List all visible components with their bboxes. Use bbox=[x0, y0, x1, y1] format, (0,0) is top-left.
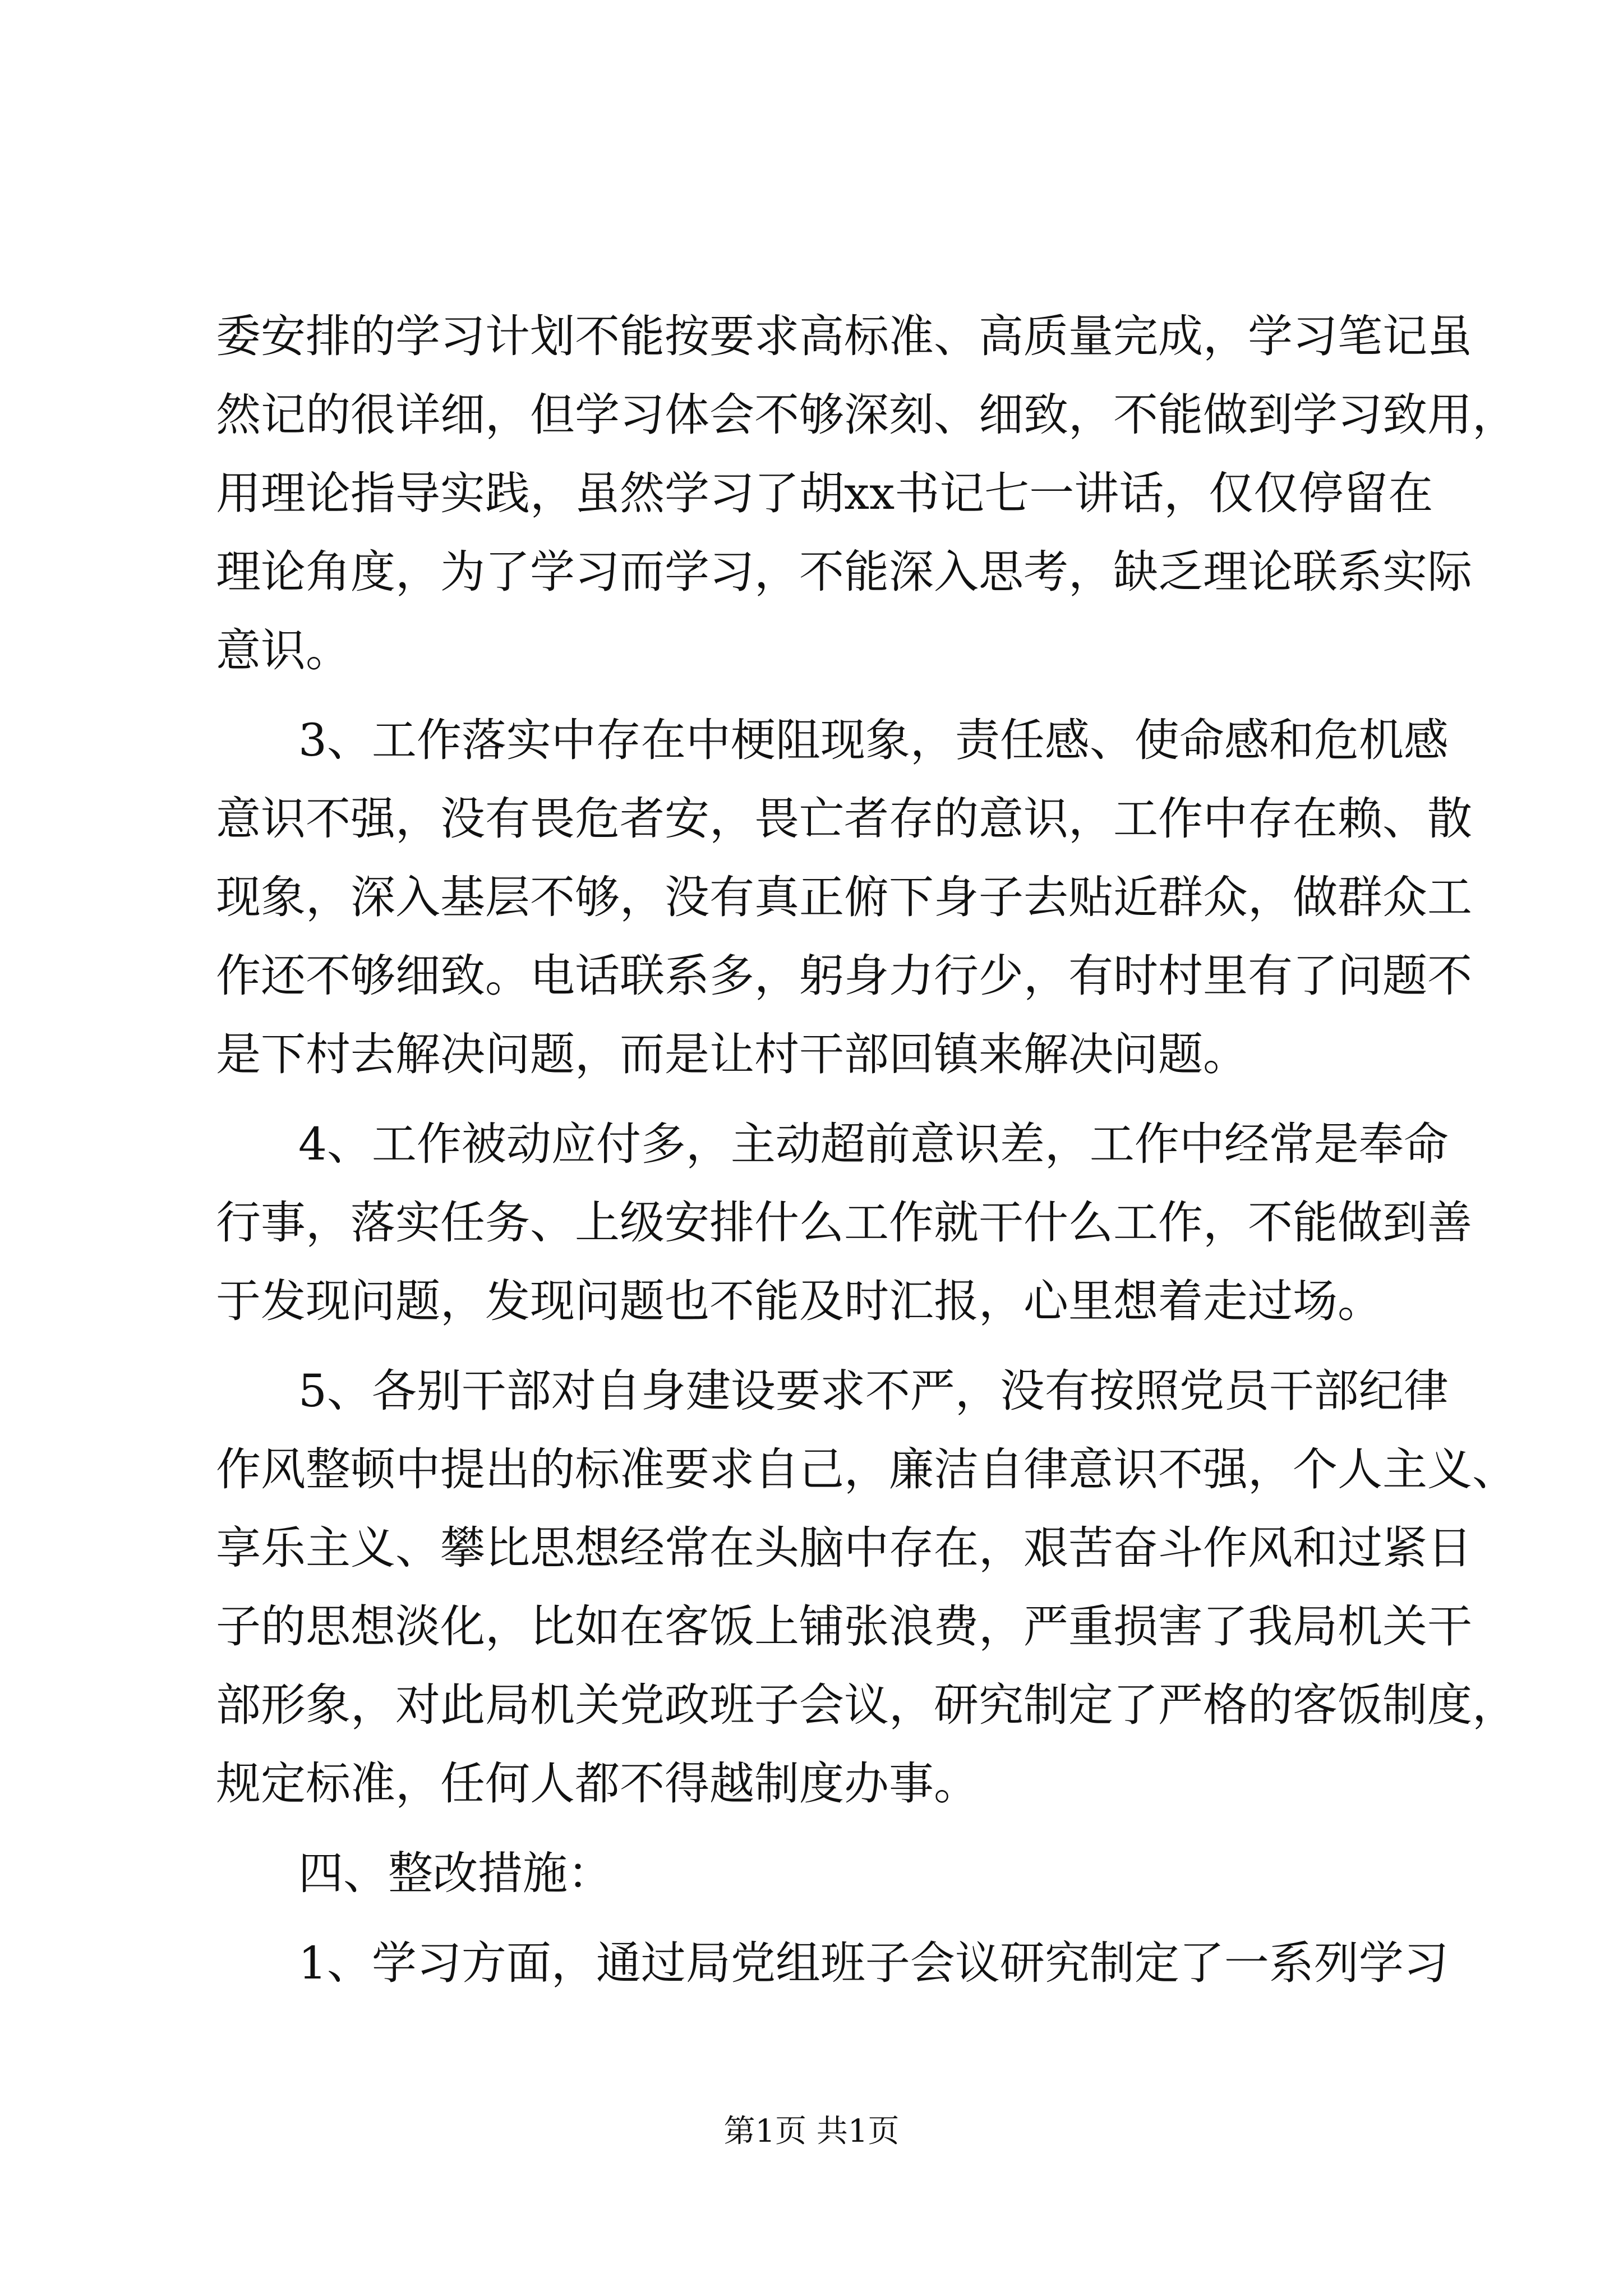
text-line: 作还不够细致。电话联系多，躬身力行少，有时村里有了问题不 bbox=[216, 950, 1472, 1002]
section-heading: 四、整改措施： bbox=[298, 1847, 612, 1899]
text-line: 意识。 bbox=[216, 624, 351, 677]
text-line: 作风整顿中提出的标准要求自己，廉洁自律意识不强，个人主义、 bbox=[216, 1443, 1517, 1496]
text-line: 部形象，对此局机关党政班子会议，研究制定了严格的客饭制度， bbox=[216, 1679, 1517, 1731]
paragraph-start-line: 5、各别干部对自身建设要求不严，没有按照党员干部纪律 bbox=[298, 1365, 1449, 1417]
text-line: 行事，落实任务、上级安排什么工作就干什么工作，不能做到善 bbox=[216, 1197, 1472, 1249]
text-line: 理论角度，为了学习而学习，不能深入思考，缺乏理论联系实际 bbox=[216, 546, 1472, 598]
text-line: 子的思想淡化，比如在客饭上铺张浪费，严重损害了我局机关干 bbox=[216, 1600, 1472, 1653]
text-line: 是下村去解决问题，而是让村干部回镇来解决问题。 bbox=[216, 1028, 1248, 1080]
page-number-footer: 第1页 共1页 bbox=[723, 2113, 900, 2150]
paragraph-start-line: 3、工作落实中存在中梗阻现象，责任感、使命感和危机感 bbox=[298, 714, 1449, 766]
text-line: 现象，深入基层不够，没有真正俯下身子去贴近群众，做群众工 bbox=[216, 871, 1472, 923]
text-line: 于发现问题，发现问题也不能及时汇报，心里想着走过场。 bbox=[216, 1275, 1382, 1327]
paragraph-start-line: 4、工作被动应付多，主动超前意识差，工作中经常是奉命 bbox=[298, 1118, 1449, 1170]
paragraph-start-line: 1、学习方面，通过局党组班子会议研究制定了一系列学习 bbox=[298, 1937, 1449, 1989]
text-line: 用理论指导实践，虽然学习了胡xx书记七一讲话，仅仅停留在 bbox=[216, 467, 1433, 519]
text-line: 意识不强，没有畏危者安，畏亡者存的意识，工作中存在赖、散 bbox=[216, 793, 1472, 845]
text-line: 然记的很详细，但学习体会不够深刻、细致，不能做到学习致用， bbox=[216, 389, 1517, 441]
text-line: 委安排的学习计划不能按要求高标准、高质量完成，学习笔记虽 bbox=[216, 310, 1472, 362]
text-line: 享乐主义、攀比思想经常在头脑中存在，艰苦奋斗作风和过紧日 bbox=[216, 1522, 1472, 1574]
text-line: 规定标准，任何人都不得越制度办事。 bbox=[216, 1757, 979, 1810]
